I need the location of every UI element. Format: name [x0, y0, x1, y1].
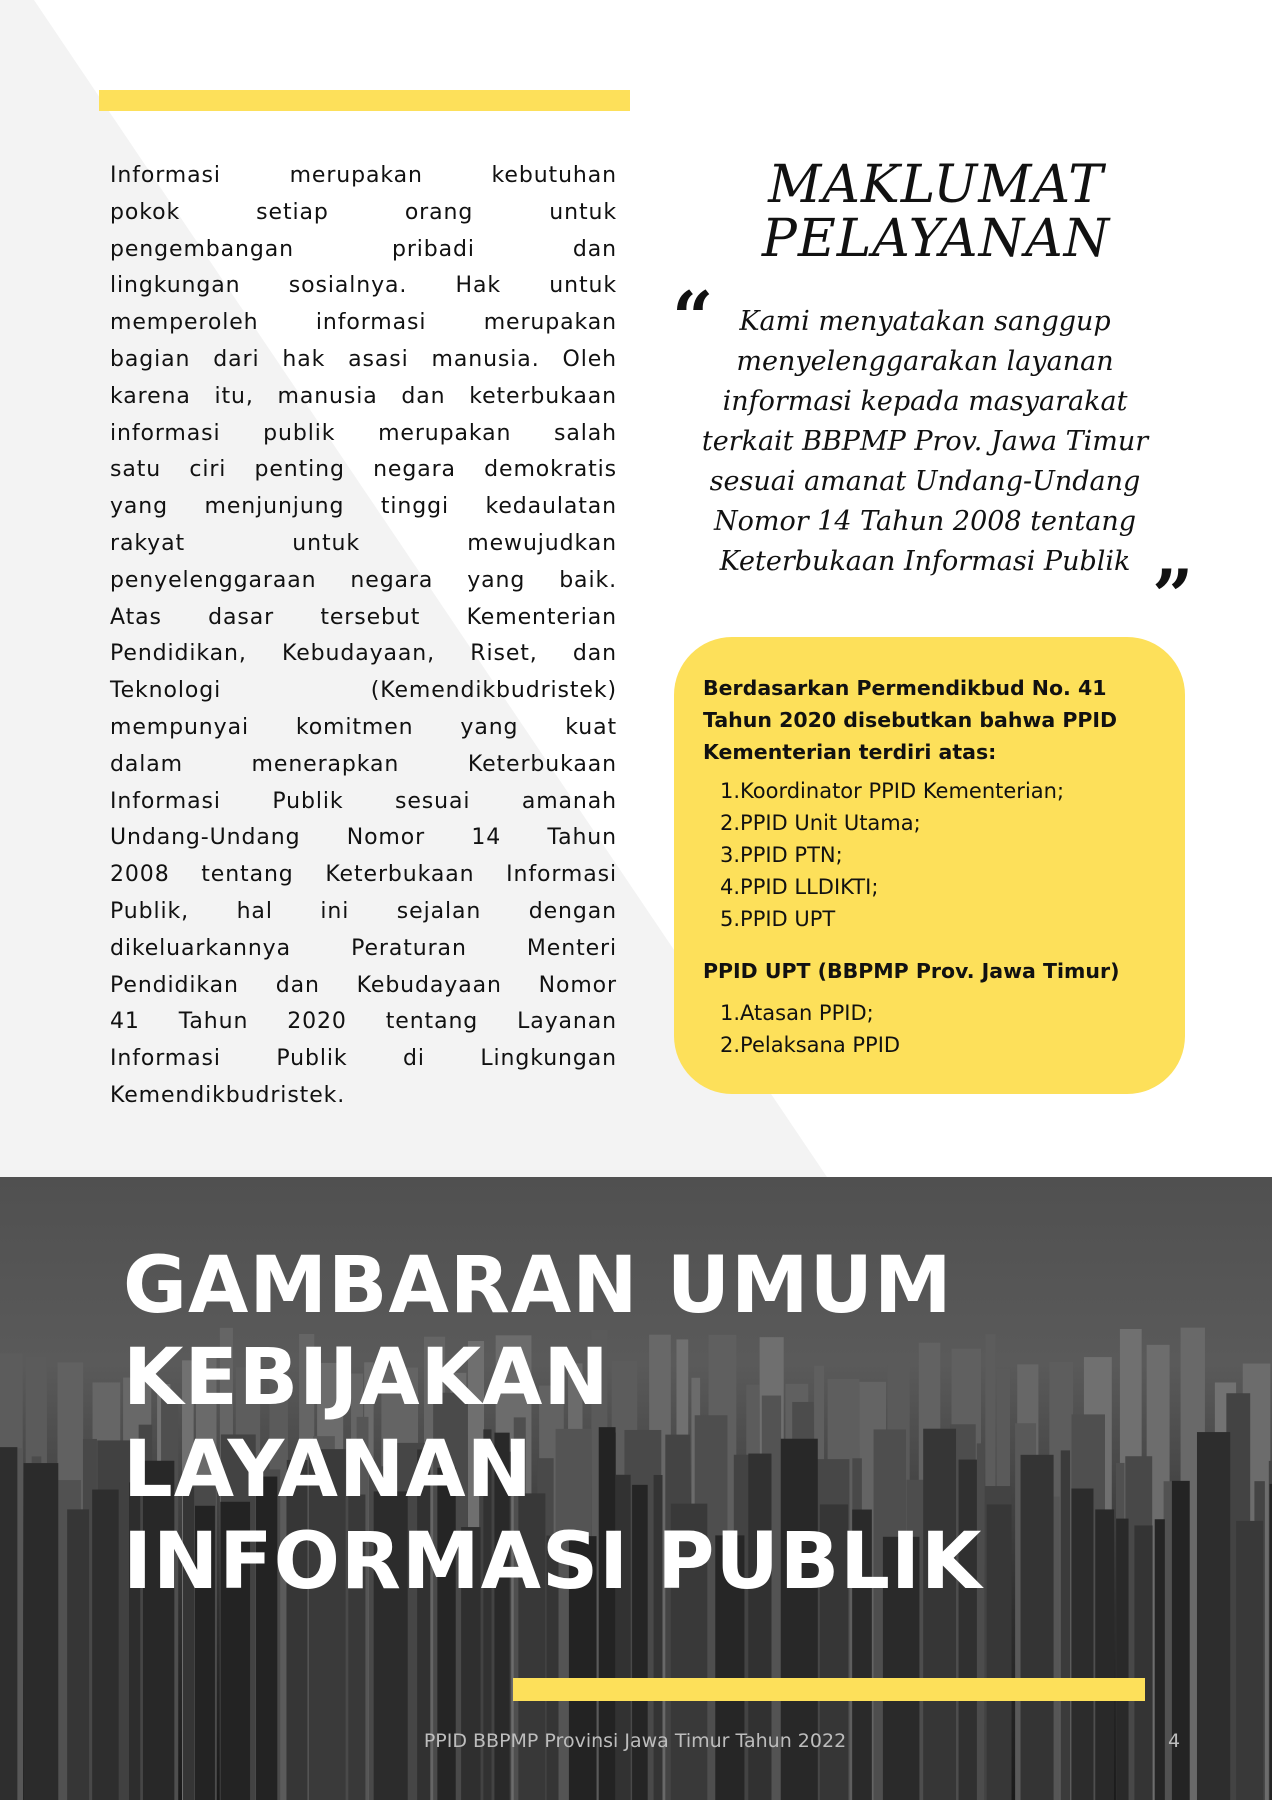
ppid-upt-heading: PPID UPT (BBPMP Prov. Jawa Timur): [703, 959, 1120, 983]
close-quote-icon: ”: [1152, 553, 1194, 638]
intro-line: dikeluarkannya Peraturan Menteri: [110, 935, 617, 961]
intro-line: satu ciri penting negara demokratis: [110, 457, 617, 483]
intro-line: 41 Tahun 2020 tentang Layanan: [110, 1009, 617, 1035]
intro-line: Atas dasar tersebut Kementerian: [110, 604, 617, 630]
intro-line: Informasi Publik di Lingkungan: [110, 1046, 617, 1072]
page-number: 4: [1168, 1730, 1181, 1752]
list-item: 2.Pelaksana PPID: [720, 1033, 901, 1057]
intro-line: Pendidikan, Kebudayaan, Riset, dan: [110, 641, 617, 667]
intro-line: Informasi merupakan kebutuhan: [110, 163, 617, 188]
intro-line: rakyat untuk mewujudkan: [110, 530, 617, 556]
footer-text: PPID BBPMP Provinsi Jawa Timur Tahun 2022: [423, 1730, 847, 1752]
intro-line: memperoleh informasi merupakan: [110, 310, 617, 336]
banner-title-line: LAYANAN: [123, 1425, 533, 1515]
list-item: 4.PPID LLDIKTI;: [720, 875, 879, 899]
building-shape: [1021, 1455, 1054, 1800]
box-heading-line: Tahun 2020 disebutkan bahwa PPID: [703, 708, 1118, 732]
bottom-accent-bar: [513, 1678, 1145, 1701]
banner-title: [123, 1240, 982, 1608]
list-item: 2.PPID Unit Utama;: [720, 811, 921, 835]
intro-line: informasi publik merupakan salah: [110, 420, 617, 446]
ppid-kementerian-list: [720, 775, 1064, 935]
building-shape: [67, 1509, 89, 1800]
list-item: 1.Atasan PPID;: [720, 1001, 874, 1025]
building-shape: [987, 1505, 1012, 1800]
intro-line: Teknologi (Kemendikbudristek): [110, 678, 617, 704]
maklumat-title-line2: PELAYANAN: [761, 209, 1111, 269]
building-shape: [1155, 1519, 1165, 1800]
quote-line: sesuai amanat Undang-Undang: [709, 466, 1141, 497]
building-shape: [1197, 1432, 1230, 1800]
building-shape: [1071, 1489, 1093, 1800]
quote-line: Nomor 14 Tahun 2008 tentang: [713, 506, 1137, 537]
ppid-upt-list: [720, 997, 900, 1061]
intro-line: karena itu, manusia dan keterbukaan: [110, 383, 617, 409]
list-item: 1.Koordinator PPID Kementerian;: [720, 779, 1065, 803]
quote-line: Kami menyatakan sanggup: [739, 306, 1111, 337]
intro-line: yang menjunjung tinggi kedaulatan: [110, 494, 617, 520]
quote-line: informasi kepada masyarakat: [722, 386, 1128, 417]
intro-line: Publik, hal ini sejalan dengan: [110, 898, 617, 924]
intro-line: Informasi Publik sesuai amanah: [110, 788, 617, 814]
banner-title-line: INFORMASI PUBLIK: [123, 1517, 983, 1607]
intro-line: Undang-Undang Nomor 14 Tahun: [110, 825, 617, 851]
intro-line: Kemendikbudristek.: [110, 1082, 346, 1108]
box-heading-line: Kementerian terdiri atas:: [703, 740, 997, 764]
quote-line: menyelenggarakan layanan: [736, 346, 1114, 377]
building-shape: [1172, 1481, 1190, 1800]
intro-line: mempunyai komitmen yang kuat: [110, 714, 617, 740]
building-shape: [1116, 1519, 1128, 1800]
ppid-box-heading: [703, 672, 1117, 768]
maklumat-quote: [660, 302, 1190, 582]
building-shape: [0, 1447, 17, 1800]
building-shape: [92, 1490, 118, 1800]
intro-line: Pendidikan dan Kebudayaan Nomor: [110, 972, 617, 998]
building-shape: [1134, 1525, 1152, 1800]
building-shape: [1236, 1521, 1263, 1800]
open-quote-icon: “: [672, 275, 714, 360]
intro-line: penyelenggaraan negara yang baik.: [110, 567, 617, 593]
intro-line: pengembangan pribadi dan: [110, 236, 617, 262]
intro-line: pokok setiap orang untuk: [110, 199, 617, 225]
intro-line: dalam menerapkan Keterbukaan: [110, 751, 617, 777]
building-shape: [1061, 1450, 1070, 1800]
banner-title-line: KEBIJAKAN: [123, 1333, 610, 1423]
banner-title-line: GAMBARAN UMUM: [123, 1241, 953, 1331]
maklumat-title: [700, 155, 1172, 269]
list-item: 3.PPID PTN;: [720, 843, 843, 867]
maklumat-title-line1: MAKLUMAT: [768, 155, 1104, 215]
building-shape: [1095, 1509, 1114, 1800]
quote-line: terkait BBPMP Prov. Jawa Timur: [701, 426, 1149, 457]
list-item: 5.PPID UPT: [720, 907, 836, 931]
box-heading-line: Berdasarkan Permendikbud No. 41: [703, 676, 1107, 700]
building-shape: [24, 1463, 59, 1800]
intro-line: 2008 tentang Keterbukaan Informasi: [110, 862, 617, 888]
intro-line: bagian dari hak asasi manusia. Oleh: [110, 346, 617, 372]
top-accent-bar: [99, 90, 630, 111]
intro-line: lingkungan sosialnya. Hak untuk: [110, 273, 617, 299]
intro-paragraph: [110, 158, 617, 1115]
quote-line: Keterbukaan Informasi Publik: [719, 546, 1131, 577]
